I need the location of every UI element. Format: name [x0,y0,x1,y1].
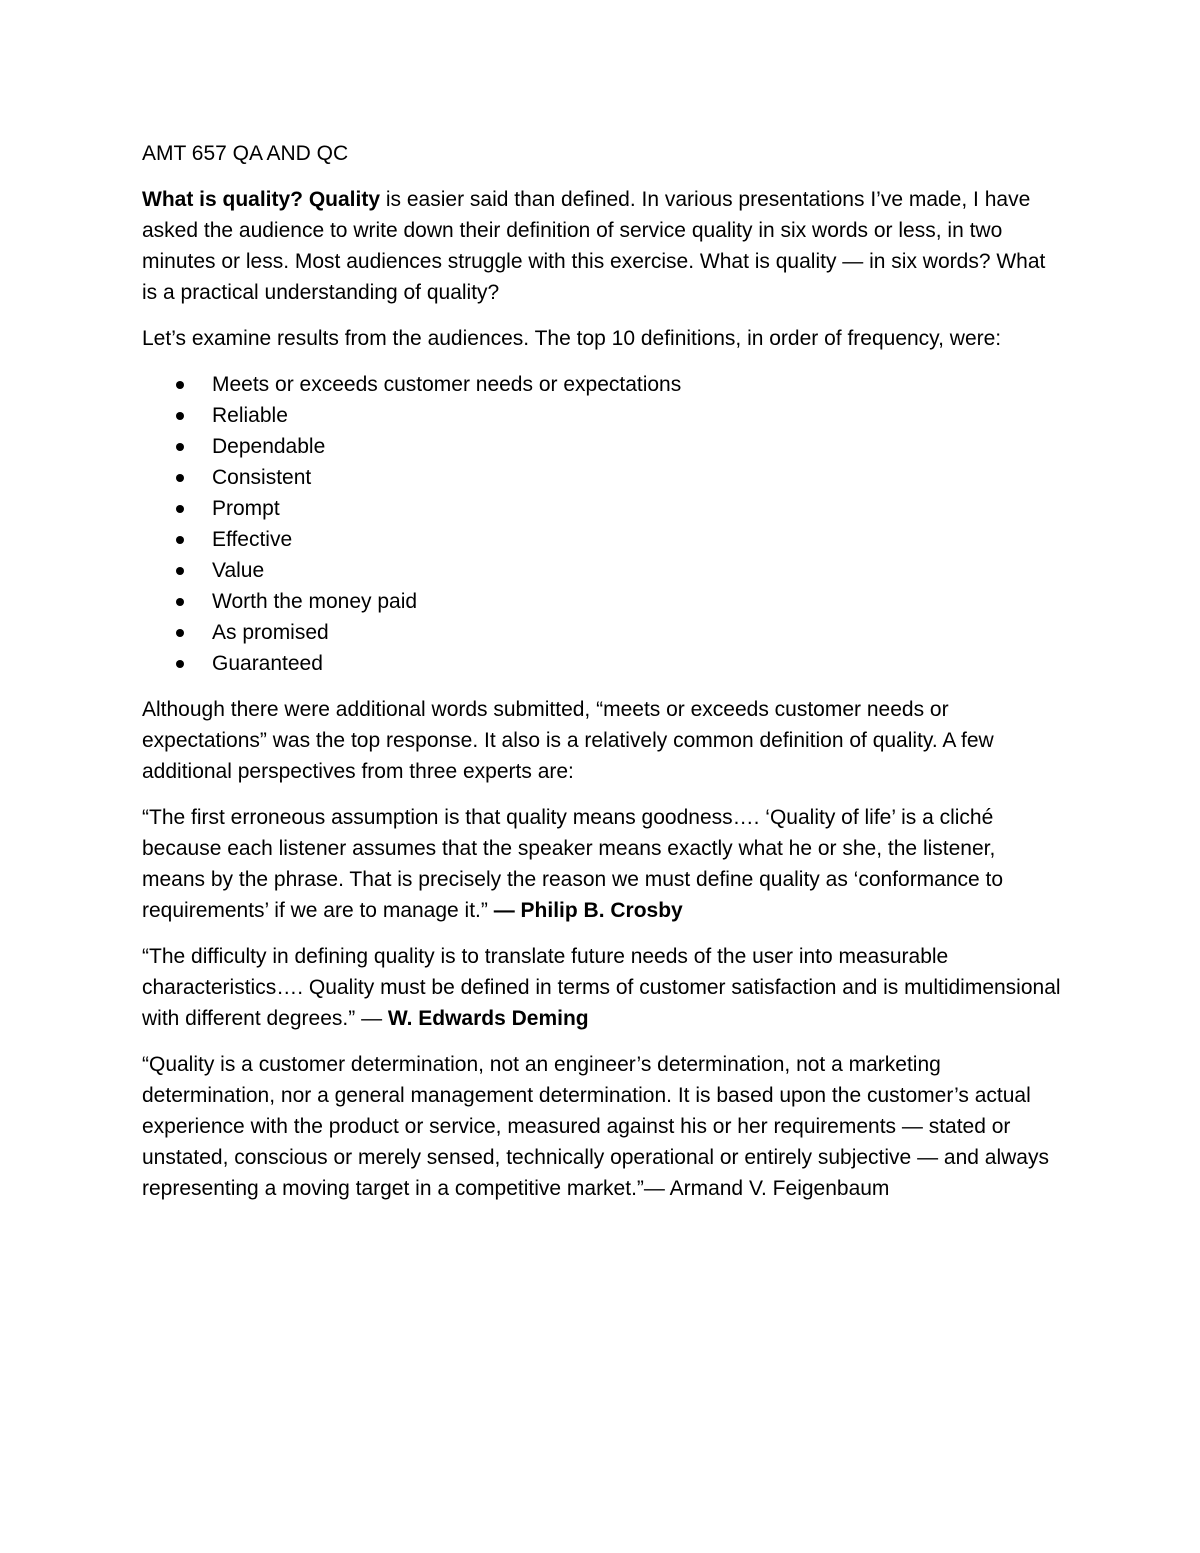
list-item-text: Consistent [212,466,312,489]
bullet-icon [176,412,184,420]
quote-deming [142,941,1062,1034]
quote-text: “The first erroneous assumption is that quality means goodness…. ‘Quality of life’ is a cliché because each listener assumes that the speaker means exactly what he or she, the listener, means by the phrase. That is precisely the reason we must define quality as ‘conformance to requirements’ if we are to manage it.” [142,806,1004,922]
quote-attribution: — Philip B. Crosby [493,899,683,922]
quote-feigenbaum [142,1049,1062,1204]
list-item [142,493,1062,524]
list-item-text: Meets or exceeds customer needs or expectations [212,373,682,396]
bullet-icon [176,381,184,389]
bullet-icon [176,567,184,575]
bullet-icon [176,598,184,606]
list-item [142,431,1062,462]
list-item [142,400,1062,431]
list-item [142,369,1062,400]
results-intro: Let’s examine results from the audiences. The top 10 definitions, in order of frequency, were: [142,327,1002,350]
bullet-icon [176,443,184,451]
list-item-text: Worth the money paid [212,590,418,613]
bullet-icon [176,536,184,544]
document-title: AMT 657 QA AND QC [142,142,349,165]
quote-text: “Quality is a customer determination, not an engineer’s determination, not a marketing determination, nor a general management determination. It is based upon the customer’s actual experience with the product or service, measured against his or her requirements — stated or unstated, conscious or merely sensed, technically operational or entirely subjective — and always representing a moving target in a competitive market.”— Armand V. Feigenbaum [142,1053,1049,1200]
list-item-text: Effective [212,528,293,551]
bullet-icon [176,629,184,637]
list-item [142,648,1062,679]
intro-paragraph [142,184,1062,308]
list-item [142,586,1062,617]
list-item-text: Prompt [212,497,280,520]
list-item-text: Dependable [212,435,326,458]
bullet-icon [176,660,184,668]
list-item-text: As promised [212,621,329,644]
definitions-list [142,369,1062,679]
list-item-text: Reliable [212,404,288,427]
list-item [142,462,1062,493]
summary-paragraph: Although there were additional words submitted, “meets or exceeds customer needs or expectations” was the top response. It also is a relatively common definition of quality. A few additional perspectives from three experts are: [142,698,994,783]
quote-crosby [142,802,1062,926]
quote-attribution: W. Edwards Deming [387,1007,589,1030]
intro-bold-lead: What is quality? Quality [142,188,381,211]
list-item [142,524,1062,555]
quote-text: “The difficulty in defining quality is to translate future needs of the user into measurable characteristics…. Quality must be defined in terms of customer satisfaction and is multidimensional with different degrees.” — [142,945,1061,1030]
list-item [142,617,1062,648]
list-item [142,555,1062,586]
list-item-text: Value [212,559,265,582]
list-item-text: Guaranteed [212,652,323,675]
bullet-icon [176,505,184,513]
document-page [142,138,1062,1219]
bullet-icon [176,474,184,482]
intro-text: is easier said than defined. In various presentations I’ve made, I have asked the audience to write down their definition of service quality in six words or less, in two minutes or less. Most audiences struggle with this exercise. What is quality — in six words? What is a practical understanding of quality? [142,188,1046,304]
